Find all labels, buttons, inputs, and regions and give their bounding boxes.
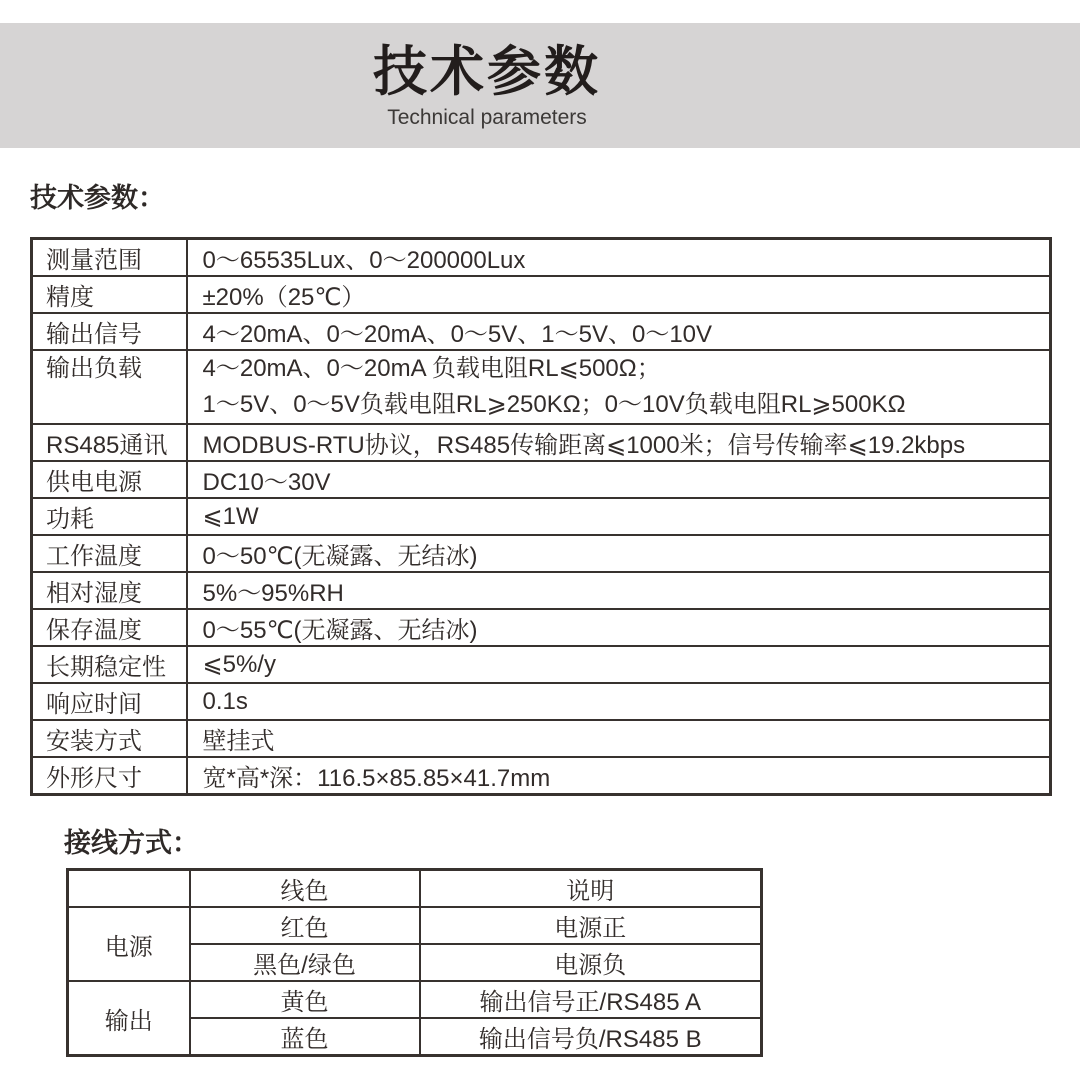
- spec-label: RS485通讯: [32, 424, 187, 461]
- wiring-section-heading: 接线方式：: [64, 828, 199, 858]
- spec-value-line: 4～20mA、0～20mA 负载电阻RL⩽500Ω；: [202, 355, 661, 382]
- wiring-header-row: [68, 870, 762, 908]
- wiring-wire-color: 黄色: [190, 981, 420, 1018]
- wiring-wire-color: 红色: [190, 907, 420, 944]
- banner-content: [373, 42, 601, 130]
- spec-row: [32, 276, 1051, 313]
- spec-value: ⩽1W: [187, 498, 1051, 535]
- spec-label: 输出负载: [32, 350, 187, 424]
- spec-label: 测量范围: [32, 239, 187, 277]
- spec-label: 工作温度: [32, 535, 187, 572]
- spec-label: 外形尺寸: [32, 757, 187, 795]
- spec-label: 输出信号: [32, 313, 187, 350]
- spec-label: 功耗: [32, 498, 187, 535]
- spec-row: [32, 350, 1051, 424]
- wiring-wire-color: 黑色/绿色: [190, 944, 420, 981]
- spec-label: 相对湿度: [32, 572, 187, 609]
- wiring-wire-desc: 电源正: [420, 907, 762, 944]
- spec-row: [32, 424, 1051, 461]
- spec-label: 响应时间: [32, 683, 187, 720]
- spec-value: 4～20mA、0～20mA、0～5V、1～5V、0～10V: [187, 313, 1051, 350]
- spec-row: [32, 313, 1051, 350]
- wiring-table: [66, 868, 763, 1057]
- spec-row: [32, 609, 1051, 646]
- wiring-wire-desc: 输出信号负/RS485 B: [420, 1018, 762, 1056]
- spec-label: 精度: [32, 276, 187, 313]
- spec-row: [32, 461, 1051, 498]
- spec-value: 0～65535Lux、0～200000Lux: [187, 239, 1051, 277]
- spec-row: [32, 646, 1051, 683]
- wiring-row: [68, 981, 762, 1018]
- spec-row: [32, 572, 1051, 609]
- wiring-wire-desc: 输出信号正/RS485 A: [420, 981, 762, 1018]
- spec-row: [32, 498, 1051, 535]
- spec-label: 保存温度: [32, 609, 187, 646]
- spec-row: [32, 683, 1051, 720]
- wiring-row: [68, 907, 762, 944]
- spec-value: 0～50℃(无凝露、无结冰): [187, 535, 1051, 572]
- page-subtitle: Technical parameters: [387, 105, 587, 129]
- spec-value: [187, 350, 1051, 424]
- spec-label: 长期稳定性: [32, 646, 187, 683]
- spec-value: ⩽5%/y: [187, 646, 1051, 683]
- wiring-group-label: 输出: [68, 981, 190, 1056]
- wiring-wire-color: 蓝色: [190, 1018, 420, 1056]
- wiring-wire-desc: 电源负: [420, 944, 762, 981]
- spec-table: [30, 237, 1052, 796]
- spec-label: 安装方式: [32, 720, 187, 757]
- spec-row: [32, 720, 1051, 757]
- spec-row: [32, 535, 1051, 572]
- spec-value: ±20%（25℃）: [187, 276, 1051, 313]
- spec-row: [32, 239, 1051, 277]
- page-title: 技术参数: [373, 41, 601, 102]
- wiring-group-label: 电源: [68, 907, 190, 981]
- spec-value: MODBUS-RTU协议，RS485传输距离⩽1000米；信号传输率⩽19.2kbps: [187, 424, 1051, 461]
- spec-label: 供电电源: [32, 461, 187, 498]
- spec-value: 0.1s: [187, 683, 1051, 720]
- spec-value-line: 1～5V、0～5V负载电阻RL⩾250KΩ；0～10V负载电阻RL⩾500KΩ: [202, 391, 906, 418]
- spec-row: [32, 757, 1051, 795]
- spec-value: 壁挂式: [187, 720, 1051, 757]
- wiring-header-color: 线色: [190, 870, 420, 908]
- spec-value: 0～55℃(无凝露、无结冰): [187, 609, 1051, 646]
- spec-value: DC10～30V: [187, 461, 1051, 498]
- banner: [0, 23, 1080, 148]
- wiring-header-empty: [68, 870, 190, 908]
- spec-value: 5%～95%RH: [187, 572, 1051, 609]
- wiring-header-desc: 说明: [420, 870, 762, 908]
- spec-section-heading: 技术参数：: [30, 183, 165, 213]
- spec-value: 宽*高*深：116.5×85.85×41.7mm: [187, 757, 1051, 795]
